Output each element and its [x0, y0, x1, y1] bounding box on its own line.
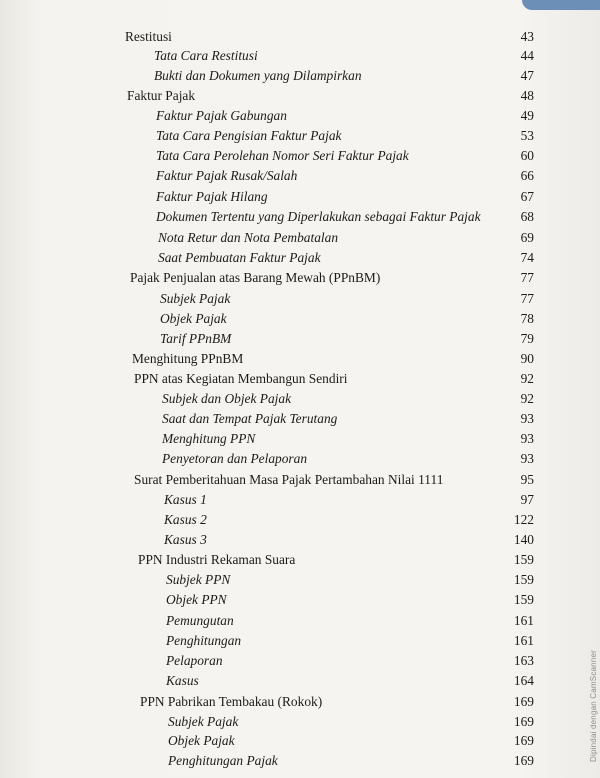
- toc-subsection-entry: [0, 146, 600, 166]
- toc-page-number: 161: [513, 613, 534, 628]
- toc-page-number: 48: [520, 88, 534, 103]
- toc-subsection-entry: [0, 671, 600, 691]
- toc-page-number: 53: [520, 128, 534, 143]
- toc-page-number: 92: [520, 371, 534, 386]
- toc-section-entry: [0, 369, 600, 389]
- toc-page-number: 68: [520, 209, 534, 224]
- toc-entry-label: Objek PPN: [166, 592, 227, 607]
- toc-page-number: 93: [520, 411, 534, 426]
- toc-page-number: 169: [513, 694, 534, 709]
- toc-subsection-entry: [0, 166, 600, 186]
- toc-page-number: 77: [520, 291, 534, 306]
- toc-subsection-entry: [0, 329, 600, 349]
- toc-entry-label: Subjek Pajak: [160, 291, 231, 306]
- toc-entry-label: Menghitung PPnBM: [132, 351, 244, 366]
- toc-page-number: 161: [513, 633, 534, 648]
- toc-page-number: 77: [520, 270, 534, 285]
- toc-subsection-entry: [0, 66, 600, 86]
- toc-page-number: 93: [520, 451, 534, 466]
- toc-entry-label: Pajak Penjualan atas Barang Mewah (PPnBM): [130, 270, 381, 285]
- toc-page-number: 60: [520, 148, 534, 163]
- toc-entry-label: Objek Pajak: [168, 733, 235, 748]
- toc-entry-label: Penghitungan Pajak: [168, 753, 278, 768]
- toc-page-number: 79: [520, 331, 534, 346]
- toc-entry-label: Kasus 3: [164, 532, 207, 547]
- toc-section-entry: [0, 27, 600, 47]
- toc-page-number: 43: [520, 29, 534, 44]
- toc-entry-label: Faktur Pajak: [127, 88, 196, 103]
- toc-subsection-entry: [0, 631, 600, 651]
- toc-entry-label: Faktur Pajak Gabungan: [156, 108, 287, 123]
- toc-entry-label: Restitusi: [125, 29, 172, 44]
- toc-entry-label: Pemungutan: [166, 613, 234, 628]
- toc-subsection-entry: [0, 309, 600, 329]
- toc-subsection-entry: [0, 590, 600, 610]
- toc-section-entry: [0, 86, 600, 106]
- toc-page-number: 140: [513, 532, 534, 547]
- toc-page-number: 95: [520, 472, 534, 487]
- toc-subsection-entry: [0, 46, 600, 66]
- toc-subsection-entry: [0, 429, 600, 449]
- toc-subsection-entry: [0, 126, 600, 146]
- toc-subsection-entry: [0, 490, 600, 510]
- toc-page-number: 122: [513, 512, 534, 527]
- toc-subsection-entry: [0, 651, 600, 671]
- toc-entry-label: Kasus 1: [164, 492, 207, 507]
- toc-subsection-entry: [0, 731, 600, 751]
- toc-page-number: 97: [520, 492, 534, 507]
- toc-section-entry: [0, 692, 600, 712]
- toc-entry-label: Tata Cara Restitusi: [154, 48, 258, 63]
- toc-entry-label: PPN Industri Rekaman Suara: [138, 552, 296, 567]
- toc-entry-label: Bukti dan Dokumen yang Dilampirkan: [154, 68, 362, 83]
- toc-page-number: 169: [513, 753, 534, 768]
- toc-entry-label: Dokumen Tertentu yang Diperlakukan sebagai Faktur Pajak: [156, 209, 481, 224]
- toc-entry-label: PPN atas Kegiatan Membangun Sendiri: [134, 371, 348, 386]
- toc-entry-label: Subjek Pajak: [168, 714, 239, 729]
- toc-entry-label: Menghitung PPN: [162, 431, 256, 446]
- toc-subsection-entry: [0, 751, 600, 771]
- scanner-watermark: Dipindai dengan CamScanner: [589, 650, 598, 762]
- toc-page-number: 69: [520, 230, 534, 245]
- toc-page-number: 92: [520, 391, 534, 406]
- toc-entry-label: Kasus 2: [164, 512, 207, 527]
- toc-entry-label: Surat Pemberitahuan Masa Pajak Pertambahan Nilai 1111: [134, 472, 444, 487]
- toc-page-number: 78: [520, 311, 534, 326]
- toc-page-number: 159: [513, 552, 534, 567]
- toc-page-number: 164: [513, 673, 534, 688]
- toc-page-number: 93: [520, 431, 534, 446]
- toc-page-number: 74: [520, 250, 534, 265]
- toc-section-entry: [0, 268, 600, 288]
- toc-page-number: 49: [520, 108, 534, 123]
- toc-page-number: 90: [520, 351, 534, 366]
- toc-entry-label: Subjek dan Objek Pajak: [162, 391, 292, 406]
- toc-entry-label: Objek Pajak: [160, 311, 227, 326]
- toc-subsection-entry: [0, 570, 600, 590]
- toc-page-number: 47: [520, 68, 534, 83]
- toc-page-number: 44: [520, 48, 534, 63]
- toc-subsection-entry: [0, 389, 600, 409]
- toc-subsection-entry: [0, 409, 600, 429]
- toc-subsection-entry: [0, 530, 600, 550]
- toc-subsection-entry: [0, 207, 600, 227]
- toc-entry-label: Penghitungan: [166, 633, 242, 648]
- toc-page-number: 67: [520, 189, 534, 204]
- toc-entry-label: Tata Cara Perolehan Nomor Seri Faktur Pajak: [156, 148, 409, 163]
- toc-entry-label: Penyetoran dan Pelaporan: [162, 451, 308, 466]
- toc-entry-label: Saat dan Tempat Pajak Terutang: [162, 411, 338, 426]
- toc-subsection-entry: [0, 248, 600, 268]
- toc-subsection-entry: [0, 449, 600, 469]
- toc-page-number: 66: [520, 168, 534, 183]
- toc-subsection-entry: [0, 106, 600, 126]
- toc-entry-label: Tata Cara Pengisian Faktur Pajak: [156, 128, 342, 143]
- toc-entry-label: Kasus: [166, 673, 199, 688]
- toc-entry-label: PPN Pabrikan Tembakau (Rokok): [140, 694, 323, 709]
- toc-subsection-entry: [0, 611, 600, 631]
- toc-subsection-entry: [0, 289, 600, 309]
- toc-subsection-entry: [0, 228, 600, 248]
- toc-entry-label: Faktur Pajak Hilang: [156, 189, 268, 204]
- toc-entry-label: Pelaporan: [166, 653, 223, 668]
- toc-section-entry: [0, 550, 600, 570]
- toc-subsection-entry: [0, 510, 600, 530]
- toc-subsection-entry: [0, 187, 600, 207]
- toc-entry-label: Tarif PPnBM: [160, 331, 232, 346]
- toc-page-number: 169: [513, 714, 534, 729]
- toc-entry-label: Saat Pembuatan Faktur Pajak: [158, 250, 321, 265]
- toc-subsection-entry: [0, 712, 600, 732]
- toc-page-number: 159: [513, 592, 534, 607]
- toc-entry-label: Subjek PPN: [166, 572, 231, 587]
- toc-section-entry: [0, 349, 600, 369]
- toc-entry-label: Faktur Pajak Rusak/Salah: [156, 168, 298, 183]
- toc-page-number: 159: [513, 572, 534, 587]
- toc-section-entry: [0, 470, 600, 490]
- toc-page-number: 169: [513, 733, 534, 748]
- toc-entry-label: Nota Retur dan Nota Pembatalan: [158, 230, 339, 245]
- toc-page-number: 163: [513, 653, 534, 668]
